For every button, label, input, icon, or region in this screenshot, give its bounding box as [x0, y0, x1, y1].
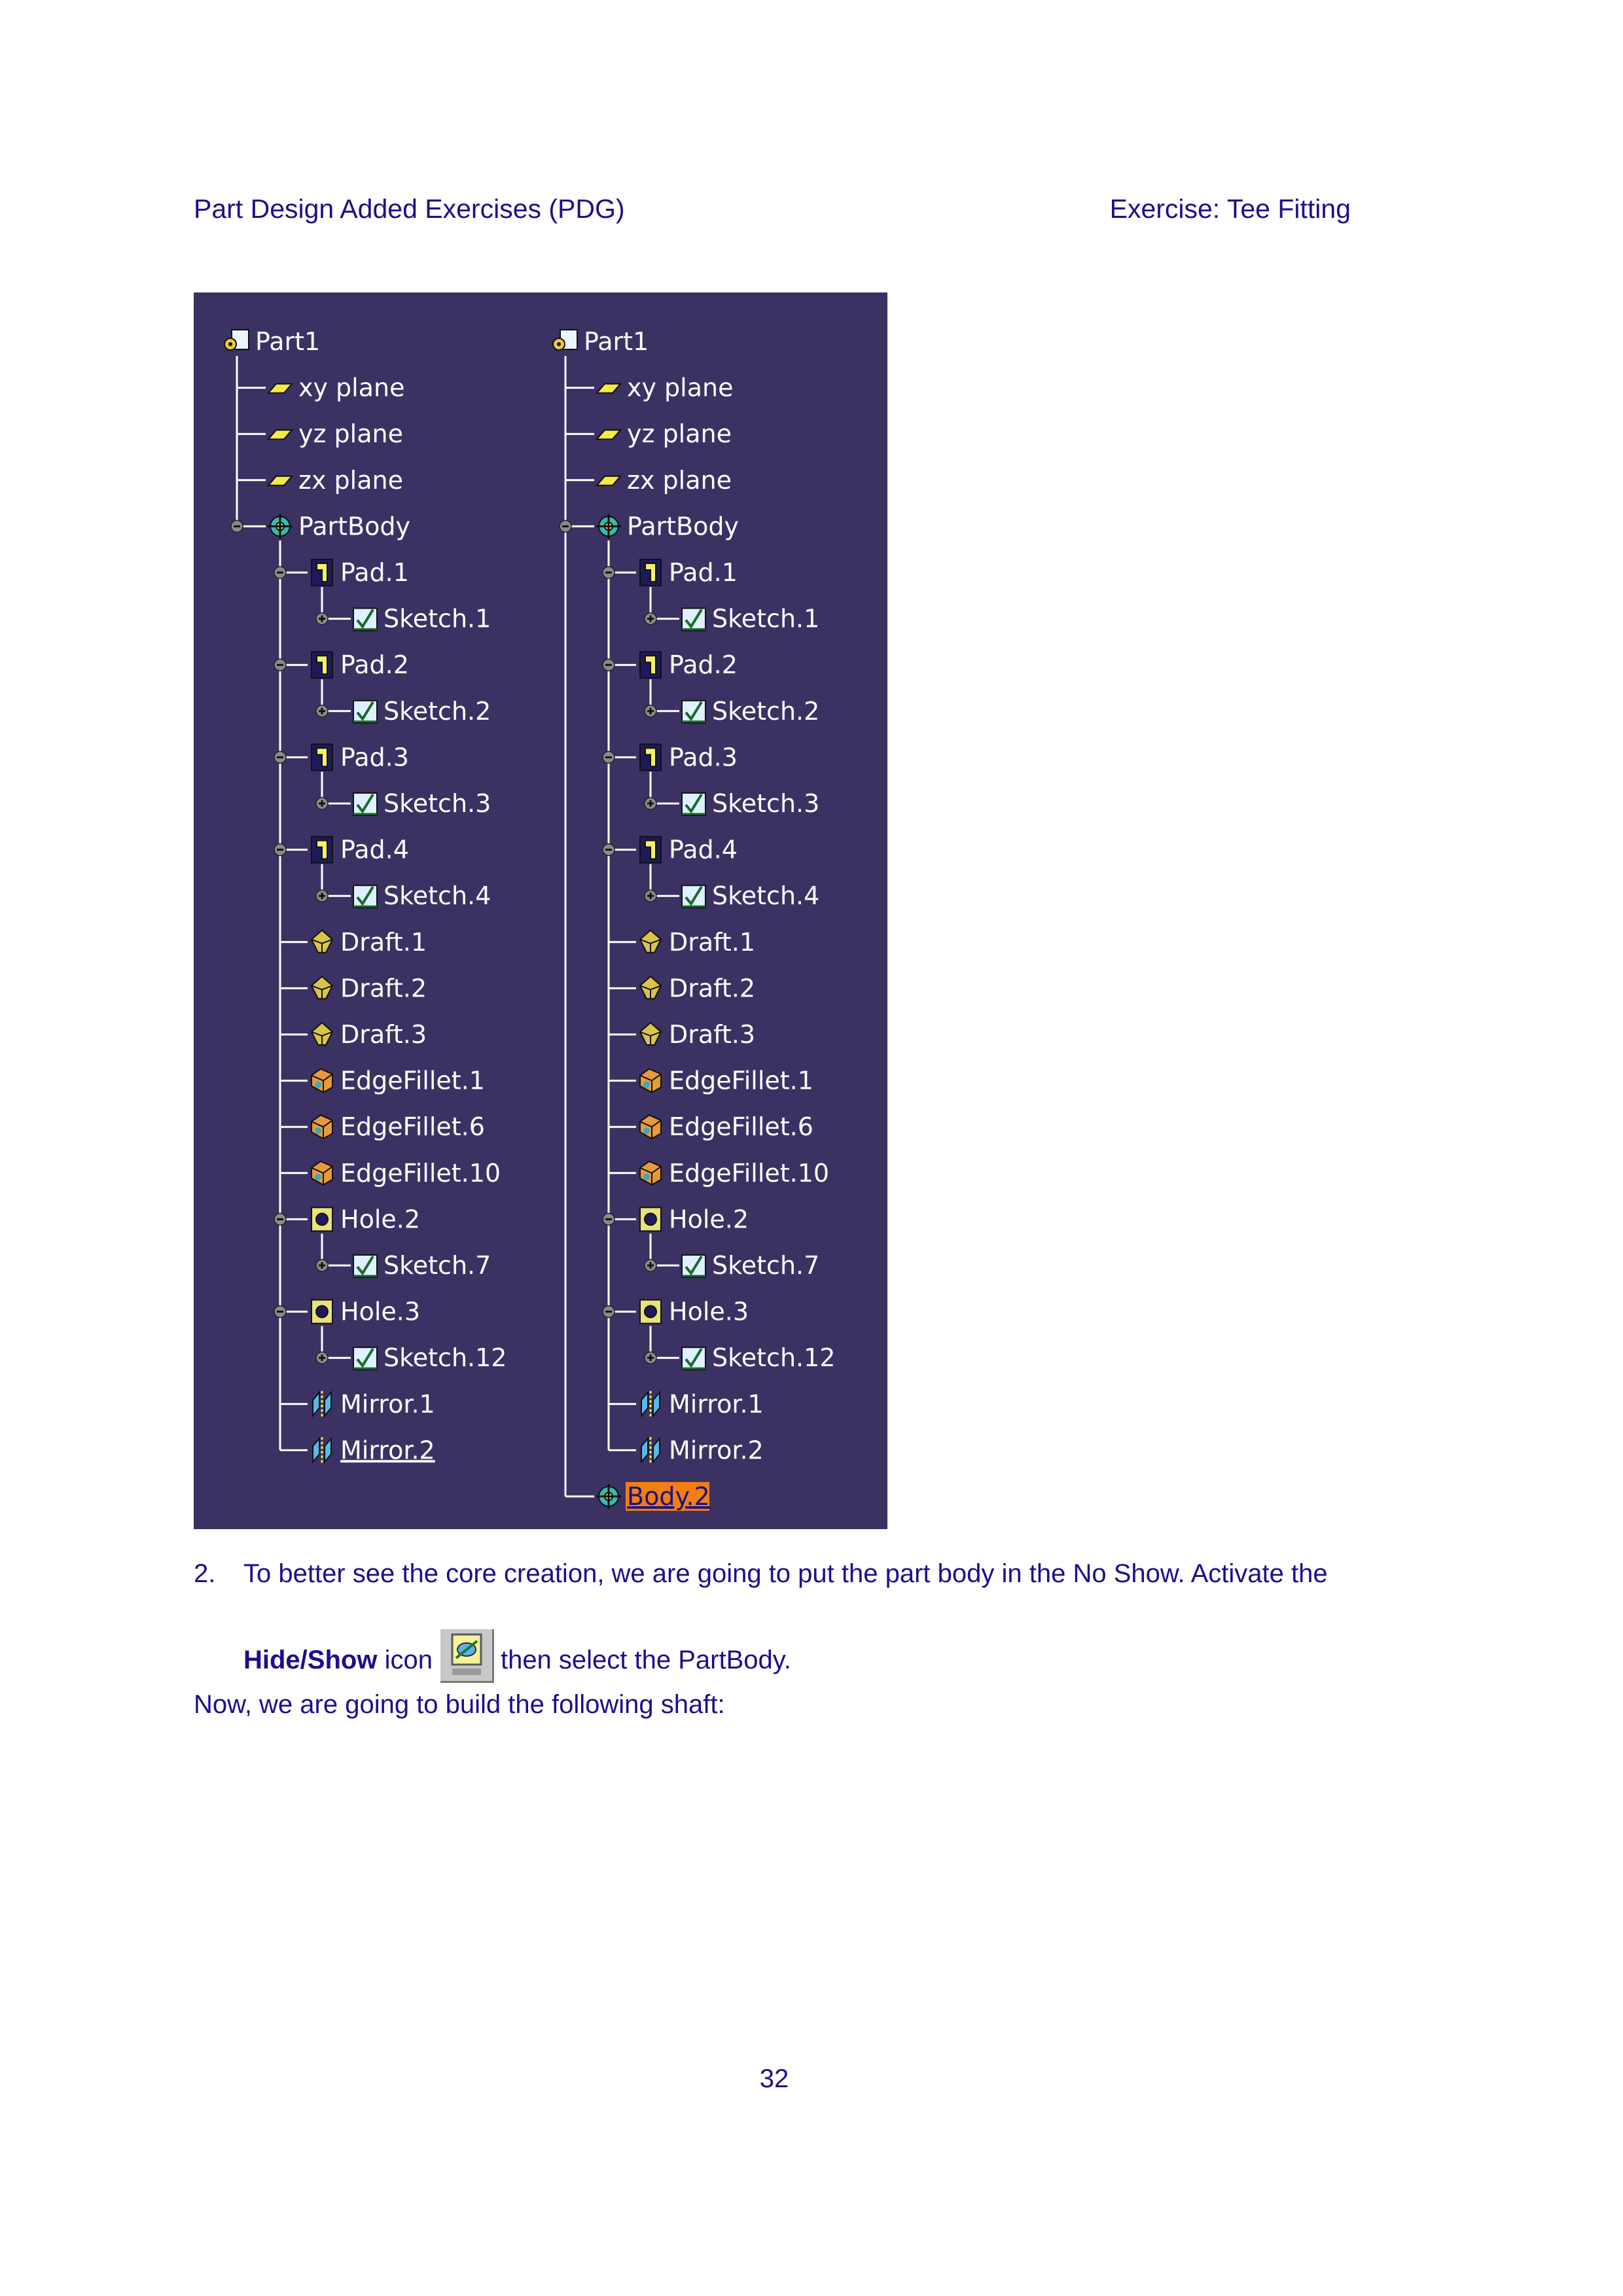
draft-icon	[312, 1023, 332, 1045]
plane-icon	[597, 384, 620, 393]
tree-node-label: xy plane	[298, 373, 405, 402]
mirror-icon	[313, 1437, 331, 1463]
sketch-icon	[353, 701, 377, 723]
body-icon	[596, 1484, 621, 1509]
step-text-after: then select the PartBody.	[500, 1646, 791, 1674]
tree-node-label: zx plane	[627, 465, 732, 495]
tree-node-label: Sketch.2	[383, 696, 491, 726]
tree-node-label: Hole.2	[669, 1205, 749, 1234]
tree-node-label: Draft.1	[340, 927, 427, 957]
tree-node-label: Sketch.3	[712, 789, 820, 818]
tree-node-label: Pad.1	[669, 558, 738, 587]
collapse-icon[interactable]	[603, 844, 615, 856]
hide-show-icon[interactable]	[439, 1628, 494, 1683]
draft-icon	[640, 930, 661, 953]
specification-tree-1	[224, 327, 507, 1464]
tree-node-label: Pad.1	[340, 558, 409, 587]
tree-node[interactable]	[553, 327, 649, 356]
edge-fillet-icon	[640, 1161, 661, 1185]
tree-node[interactable]	[313, 1390, 435, 1419]
tree-node-label: Pad.2	[340, 650, 409, 680]
edge-fillet-icon	[312, 1069, 332, 1093]
tree-node-label: EdgeFillet.10	[669, 1158, 830, 1188]
tree-node[interactable]	[312, 974, 427, 1002]
expand-icon[interactable]	[645, 705, 656, 717]
collapse-icon[interactable]	[603, 1306, 615, 1318]
tree-node-label: Mirror.2	[340, 1436, 435, 1465]
tree-node[interactable]	[640, 1112, 813, 1141]
collapse-icon[interactable]	[274, 567, 286, 578]
tree-node[interactable]	[641, 1390, 764, 1419]
plane-icon	[268, 476, 292, 486]
tree-node-label: Sketch.3	[383, 789, 491, 818]
collapse-icon[interactable]	[603, 659, 615, 671]
header-title: Part Design Added Exercises (PDG)	[194, 194, 625, 224]
collapse-icon[interactable]	[274, 659, 286, 671]
tree-node-label: Part1	[255, 327, 321, 356]
expand-icon[interactable]	[645, 613, 656, 625]
edge-fillet-icon	[312, 1115, 332, 1139]
collapse-icon[interactable]	[560, 520, 571, 532]
tree-node-label: Hole.2	[340, 1205, 421, 1234]
hole-icon	[312, 1300, 332, 1324]
tree-node[interactable]	[312, 1067, 485, 1095]
body-icon	[268, 514, 293, 539]
body-icon	[596, 514, 621, 539]
expand-icon[interactable]	[316, 613, 328, 625]
tree-node-label: Sketch.7	[712, 1251, 820, 1280]
tree-node[interactable]	[640, 1159, 829, 1188]
tree-node[interactable]	[641, 1436, 764, 1464]
tree-node[interactable]	[312, 928, 427, 957]
tree-node[interactable]	[597, 374, 733, 402]
tree-node-label: yz plane	[627, 419, 732, 449]
page-number: 32	[759, 2064, 789, 2093]
sketch-icon	[682, 1347, 705, 1369]
step-number: 2.	[194, 1559, 216, 1588]
plane-icon	[597, 430, 620, 439]
sketch-icon	[682, 885, 705, 908]
hole-icon	[640, 1300, 661, 1324]
tree-node[interactable]	[640, 1067, 813, 1095]
expand-icon[interactable]	[645, 890, 656, 902]
pad-icon	[640, 652, 661, 678]
tree-node-label: xy plane	[627, 373, 734, 402]
draft-icon	[640, 1023, 661, 1045]
pad-icon	[640, 837, 661, 863]
tree-canvas	[194, 292, 887, 1529]
tree-node-label: Draft.1	[669, 927, 756, 957]
expand-icon[interactable]	[645, 1260, 656, 1271]
tree-node-label: Mirror.2	[669, 1436, 764, 1465]
tree-node-label: Part1	[584, 327, 649, 356]
tree-node-label: Draft.3	[669, 1020, 756, 1049]
pad-icon	[312, 744, 332, 770]
tree-node[interactable]	[268, 374, 404, 402]
pad-icon	[312, 837, 332, 863]
plane-icon	[268, 430, 292, 439]
sketch-icon	[682, 1255, 705, 1277]
expand-icon[interactable]	[316, 890, 328, 902]
tree-node-label: Sketch.7	[383, 1251, 491, 1280]
tree-node-label: EdgeFillet.6	[340, 1112, 485, 1142]
pad-icon	[640, 744, 661, 770]
tree-node[interactable]	[312, 1159, 501, 1188]
tree-node[interactable]	[312, 1112, 485, 1141]
tree-node-label: Pad.4	[669, 835, 738, 864]
mirror-icon	[641, 1437, 660, 1463]
step-icon-word: icon	[377, 1646, 433, 1674]
tree-node-label: Sketch.2	[712, 696, 820, 726]
tree-node[interactable]	[640, 974, 755, 1002]
part-icon	[553, 330, 577, 350]
tree-node-label: Draft.2	[340, 974, 427, 1003]
tree-node-label: EdgeFillet.1	[340, 1066, 485, 1095]
sketch-icon	[353, 885, 377, 908]
tree-node[interactable]	[596, 1482, 710, 1511]
draft-icon	[640, 976, 661, 998]
tree-node[interactable]	[640, 1020, 755, 1049]
step-text-line1: To better see the core creation, we are going to put the part body in the No Show. Activate the	[243, 1559, 1328, 1588]
tree-node-label: Pad.3	[340, 743, 409, 772]
tree-node-label: Pad.2	[669, 650, 738, 680]
tree-node-label: Pad.4	[340, 835, 409, 864]
tree-node-label: Mirror.1	[340, 1389, 435, 1419]
sketch-icon	[353, 1255, 377, 1277]
tree-node[interactable]	[224, 327, 320, 356]
collapse-icon[interactable]	[603, 1213, 615, 1225]
pad-icon	[640, 559, 661, 586]
tree-node-label: yz plane	[298, 419, 403, 449]
tree-node-label: Sketch.4	[383, 881, 491, 911]
tree-node[interactable]	[640, 928, 755, 957]
hole-icon	[640, 1207, 661, 1231]
sketch-icon	[353, 609, 377, 631]
plane-icon	[597, 476, 620, 486]
edge-fillet-icon	[640, 1069, 661, 1093]
tree-node[interactable]	[597, 419, 732, 448]
expand-icon[interactable]	[645, 1352, 656, 1364]
sketch-icon	[682, 609, 705, 631]
hide-show-label: Hide/Show	[243, 1646, 378, 1674]
sketch-icon	[353, 1347, 377, 1369]
edge-fillet-icon	[312, 1161, 332, 1185]
tree-node-label: Sketch.1	[712, 604, 820, 633]
tree-node-label: Sketch.1	[383, 604, 491, 633]
hole-icon	[312, 1207, 332, 1231]
tree-node[interactable]	[312, 1020, 427, 1049]
tree-node-label: zx plane	[298, 465, 403, 495]
specification-tree-screenshot	[194, 292, 887, 1529]
edge-fillet-icon	[640, 1115, 661, 1139]
tree-node-label: PartBody	[627, 512, 739, 541]
tree-node-label: EdgeFillet.10	[340, 1158, 501, 1188]
collapse-icon[interactable]	[274, 1306, 286, 1318]
mirror-icon	[313, 1391, 331, 1417]
tree-node[interactable]	[597, 466, 732, 495]
tree-node-label: EdgeFillet.1	[669, 1066, 813, 1095]
tree-node[interactable]	[313, 1436, 435, 1464]
tree-node[interactable]	[268, 419, 403, 448]
mirror-icon	[641, 1391, 660, 1417]
pad-icon	[312, 652, 332, 678]
expand-icon[interactable]	[316, 705, 328, 717]
tree-node-label: Sketch.12	[712, 1343, 836, 1373]
sketch-icon	[682, 701, 705, 723]
collapse-icon[interactable]	[231, 520, 243, 532]
expand-icon[interactable]	[645, 798, 656, 809]
tree-node-label: Draft.2	[669, 974, 756, 1003]
tree-node-label: EdgeFillet.6	[669, 1112, 813, 1142]
collapse-icon[interactable]	[274, 751, 286, 763]
draft-icon	[312, 976, 332, 998]
expand-icon[interactable]	[316, 1260, 328, 1271]
tree-node-label: Mirror.1	[669, 1389, 764, 1419]
plane-icon	[268, 384, 292, 393]
tree-node-label: Sketch.4	[712, 881, 820, 911]
tree-node-label: PartBody	[298, 512, 410, 541]
collapse-icon[interactable]	[603, 567, 615, 578]
expand-icon[interactable]	[316, 1352, 328, 1364]
tree-node[interactable]	[268, 466, 403, 495]
specification-tree-2	[553, 327, 835, 1511]
collapse-icon[interactable]	[274, 1213, 286, 1225]
sketch-icon	[682, 793, 705, 815]
tree-node-label: Draft.3	[340, 1020, 427, 1049]
tree-node-label: Sketch.12	[383, 1343, 507, 1373]
header-exercise: Exercise: Tee Fitting	[1109, 194, 1351, 224]
tree-node-label: Hole.3	[340, 1297, 421, 1326]
tree-node-label: Pad.3	[669, 743, 738, 772]
expand-icon[interactable]	[316, 798, 328, 809]
collapse-icon[interactable]	[274, 844, 286, 856]
tree-node-label: Body.2	[627, 1482, 710, 1511]
part-icon	[224, 330, 249, 350]
collapse-icon[interactable]	[603, 751, 615, 763]
followup-text: Now, we are going to build the following shaft:	[194, 1690, 725, 1719]
step-text-line2	[243, 1628, 791, 1683]
tree-node-label: Hole.3	[669, 1297, 749, 1326]
draft-icon	[312, 930, 332, 953]
pad-icon	[312, 559, 332, 586]
sketch-icon	[353, 793, 377, 815]
